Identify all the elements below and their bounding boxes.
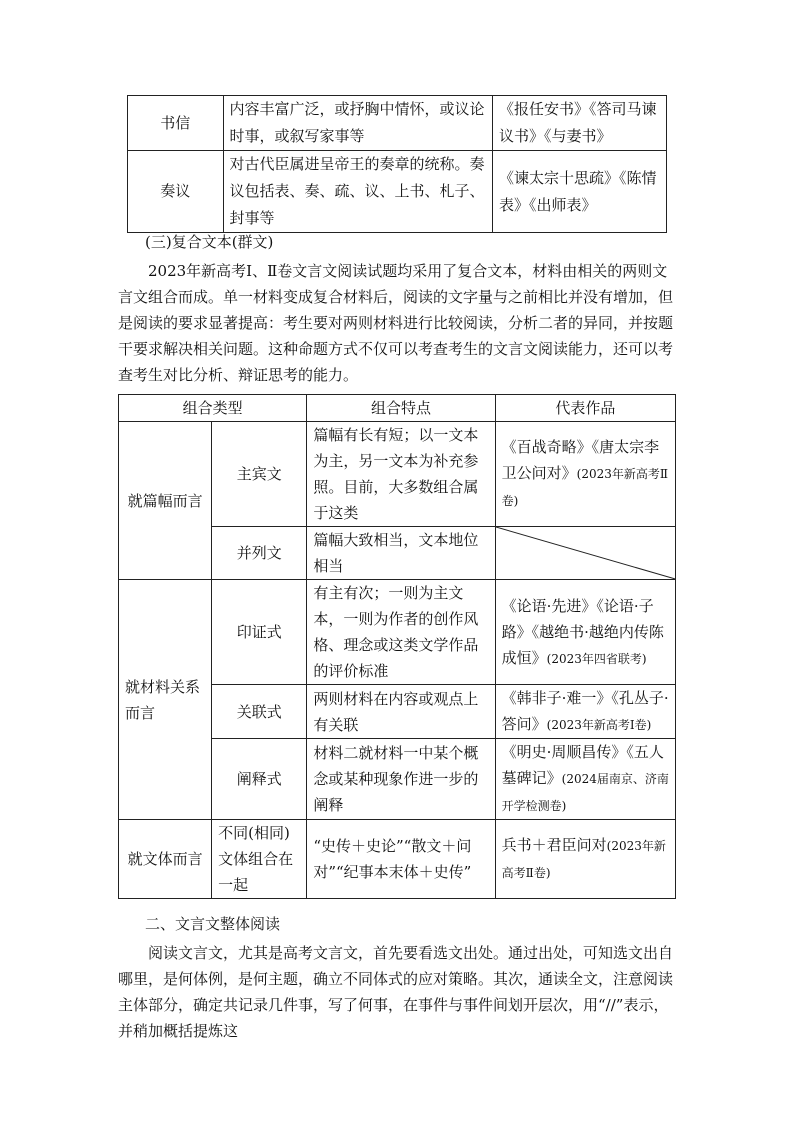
feature-cell: 篇幅大致相当，文本地位相当 bbox=[307, 527, 495, 580]
work-title: 《明史·周顺昌传》《五人墓碑记》 bbox=[501, 743, 664, 787]
section-heading: 二、文言文整体阅读 bbox=[145, 915, 281, 933]
genre-cell: 奏议 bbox=[128, 151, 224, 233]
work-source: (2024届南京、济南开学检测卷) bbox=[501, 772, 669, 813]
table-row bbox=[119, 422, 676, 527]
genre-cell: 书信 bbox=[128, 96, 224, 151]
table-row bbox=[119, 580, 676, 685]
feature-cell: 有主有次；一则为主文本，一则为作者的创作风格、理念或这类文学作品的评价标准 bbox=[307, 580, 495, 685]
column-header: 组合类型 bbox=[119, 395, 307, 422]
work-cell bbox=[495, 739, 675, 820]
work-source: (2023年新高考Ⅱ卷) bbox=[501, 839, 666, 880]
work-title: 兵书＋君臣问对 bbox=[501, 836, 607, 854]
subtype-cell: 印证式 bbox=[212, 580, 307, 685]
feature-cell: 两则材料在内容或观点上有关联 bbox=[307, 685, 495, 739]
section-heading: (三)复合文本(群文) bbox=[145, 233, 274, 251]
composite-text-table bbox=[118, 394, 676, 899]
section-paragraph: 阅读文言文，尤其是高考文言文，首先要看选文出处。通过出处，可知选文出自哪里，是何体例，是何主题，确立不同体式的应对策略。其次，通读全文，注意阅读主体部分，确定共记录几件事，写了何事，在事件与事件间划开层次，用“//”表示，并稍加概括提炼这 bbox=[118, 944, 674, 1040]
table-row bbox=[128, 96, 667, 151]
group-label: 就材料关系而言 bbox=[119, 580, 212, 820]
work-title: 《论语·先进》《论语·子路》《越绝书·越绝内传陈成恒》 bbox=[501, 596, 664, 667]
feature-cell: 篇幅有长有短；以一文本为主，另一文本为补充参照。目前，大多数组合属于这类 bbox=[307, 422, 495, 527]
work-cell bbox=[495, 685, 675, 739]
work-title: 《百战奇略》《唐太宗李卫公问对》 bbox=[501, 438, 660, 482]
column-header: 组合特点 bbox=[307, 395, 495, 422]
table-row bbox=[119, 820, 676, 899]
work-cell bbox=[495, 422, 675, 527]
group-label: 就文体而言 bbox=[119, 820, 212, 899]
subtype-cell: 不同(相同)文体组合在一起 bbox=[212, 820, 307, 899]
column-header: 代表作品 bbox=[495, 395, 675, 422]
description-cell: 内容丰富广泛，或抒胸中情怀，或议论时事，或叙写家事等 bbox=[223, 96, 493, 151]
diagonal-line bbox=[496, 527, 675, 579]
subtype-cell: 关联式 bbox=[212, 685, 307, 739]
work-source: (2023年新高考Ⅰ卷) bbox=[546, 718, 652, 732]
feature-cell: 材料二就材料一中某个概念或某种现象作进一步的阐释 bbox=[307, 739, 495, 820]
work-cell bbox=[495, 820, 675, 899]
work-source: (2023年四省联考) bbox=[546, 651, 647, 666]
group-label: 就篇幅而言 bbox=[119, 422, 212, 580]
table-header-row bbox=[119, 395, 676, 422]
work-source: (2023年新高考Ⅱ卷) bbox=[501, 467, 669, 508]
empty-diagonal-cell bbox=[495, 527, 675, 580]
feature-cell: “史传＋史论”“散文＋问对”“纪事本末体＋史传” bbox=[307, 820, 495, 899]
description-cell: 对古代臣属进呈帝王的奏章的统称。奏议包括表、奏、疏、议、上书、札子、封事等 bbox=[223, 151, 493, 233]
subtype-cell: 并列文 bbox=[212, 527, 307, 580]
work-cell bbox=[495, 580, 675, 685]
genre-table bbox=[127, 95, 667, 233]
section-paragraph: 2023年新高考Ⅰ、Ⅱ卷文言文阅读试题均采用了复合文本，材料由相关的两则文言文组合而成。单一材料变成复合材料后，阅读的文字量与之前相比并没有增加，但是阅读的要求显著提高：考生要对两则材料进行比较阅读，分析二者的异同，并按题干要求解决相关问题。这种命题方式不仅可以考查考生的文言文阅读能力，还可以考查考生对比分析、辩证思考的能力。 bbox=[118, 262, 674, 384]
table-row bbox=[128, 151, 667, 233]
works-cell: 《报任安书》《答司马谏议书》《与妻书》 bbox=[493, 96, 667, 151]
work-title: 《韩非子·难一》《孔丛子·答问》 bbox=[501, 689, 669, 733]
works-cell: 《谏太宗十思疏》《陈情表》《出师表》 bbox=[493, 151, 667, 233]
subtype-cell: 阐释式 bbox=[212, 739, 307, 820]
subtype-cell: 主宾文 bbox=[212, 422, 307, 527]
